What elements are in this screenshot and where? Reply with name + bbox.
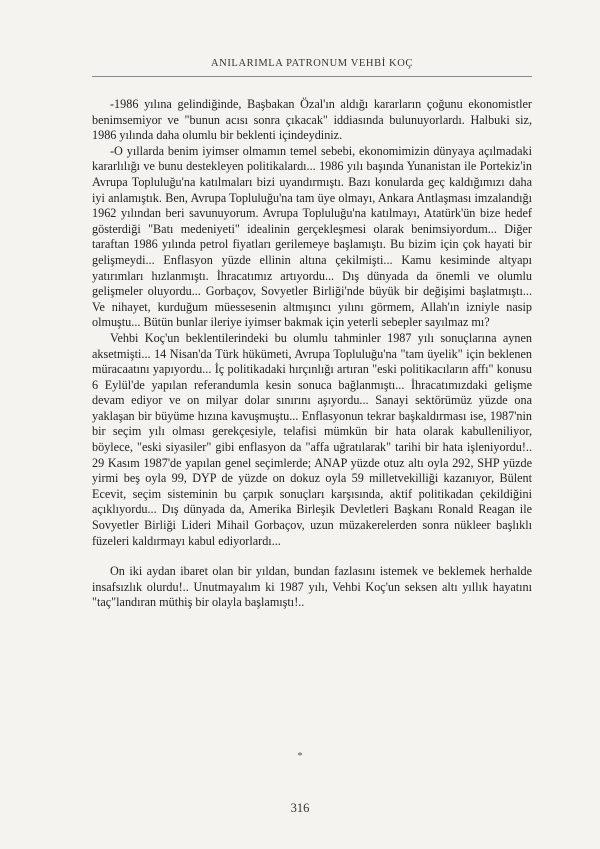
paragraph-3: Vehbi Koç'un beklentilerindeki bu olumlu tahminler 1987 yılı sonuçlarına aynen aksetmişti... 14 Nisan'da Türk hükümeti, Avrupa Topluluğu'na "tam üyelik" için beklenen müracaatını yapıyordu... İç politikadaki hırçınlığı artıran "eski politikacıların affı" konusu 6 Eylül'de yapılan referandumla kesin sonuca bağlanmıştı... İhracatımızdaki gelişme devam ediyor ve on milyar dolar sınırını aşıyordu... Sanayi sektörümüz yüzde ona yaklaşan bir büyüme hızına kavuşmuştu... Enflasyonun tekrar başkaldırması ise, 1987'nin bir seçim yılı olması gerekçesiyle, telafisi mümkün bir hata olarak kabulleniliyor, böylece, "eski siyasiler" gibi enflasyon da "affa uğratılarak" tarihi bir hata işleniyordu!.. 29 Kasım 1987'de yapılan genel seçimlerde; ANAP yüzde otuz altı oyla 292, SHP yüzde yirmi beş oyla 99, DYP de yüzde on dokuz oyla 59 milletvekilliği kazanıyor, Bülent Ecevit, seçim sisteminin bu çarpık sonuçları karşısında, aktif politikadan çekildiğini açıklıyordu... Dış dünyada da, Amerika Birleşik Devletleri Başkanı Ronald Reagan ile Sovyetler Birliği Lideri Mihail Gorbaçov, uzun müzakerelerden sonra nükleer başlıklı füzeleri kaldırmayı kabul ediyorlardı... xyxy=(92,330,532,548)
paragraph-2: -O yıllarda benim iyimser olmamın temel sebebi, ekonomimizin dünyaya açılmadaki kararlılığı ve bunu destekleyen politikalardı... 1986 yılı başında Yunanistan ile Portekiz'in Avrupa Topluluğu'na katılmaları bizi uyandırmıştı. Bazı konularda geç kaldığımızı daha iyi anlamıştık. Ben, Avrupa Topluluğu'na tam üye olmayı, Ankara Antlaşması imzalandığı 1962 yılından beri savunuyorum. Avrupa Topluluğu'na katılmayı, Atatürk'ün bize hedef gösterdiği "Batı medeniyeti" idealinin gerçekleşmesi olarak benimsiyordum... Diğer taraftan 1986 yılında petrol fiyatları gerilemeye başlamıştı. Bu bizim için çok hayati bir gelişmeydi... Enflasyon yüzde ellinin altına çekilmişti... Kamu kesiminde altyapı yatırımları hızlanmıştı. İhracatımız artıyordu... Dış dünyada da önemli ve olumlu gelişmeler oluyordu... Gorbaçov, Sovyetler Birliği'nde büyük bir değişimi başlatmıştı... Ve nihayet, kurduğum müessesenin altmışıncı yılını görmem, Allah'ın izniyle nasip olmuştu... Bütün bunlar ileriye iyimser bakmak için yeterli sebepler sayılmaz mı? xyxy=(92,143,532,330)
header-rule xyxy=(92,76,532,77)
section-ornament: * xyxy=(297,750,303,762)
page-number: 316 xyxy=(290,801,310,815)
body-text xyxy=(92,97,532,611)
paragraph-1: -1986 yılına gelindiğinde, Başbakan Özal'ın aldığı kararların çoğunu ekonomistler benimsemiyor ve "bunun acısı sonra çıkacak" iddiasında bulunuyorlardı. Halbuki siz, 1986 yılında daha olumlu bir beklenti içindeydiniz. xyxy=(92,97,532,143)
paragraph-4: On iki aydan ibaret olan bir yıldan, bundan fazlasını istemek ve beklemek herhalde insafsızlık olurdu!.. Unutmayalım ki 1987 yılı, Vehbi Koç'un seksen altı yıllık hayatını "taç"landıran müthiş bir olayla başlamıştı!.. xyxy=(92,564,532,610)
running-head: ANILARIMLA PATRONUM VEHBİ KOÇ xyxy=(210,58,414,69)
